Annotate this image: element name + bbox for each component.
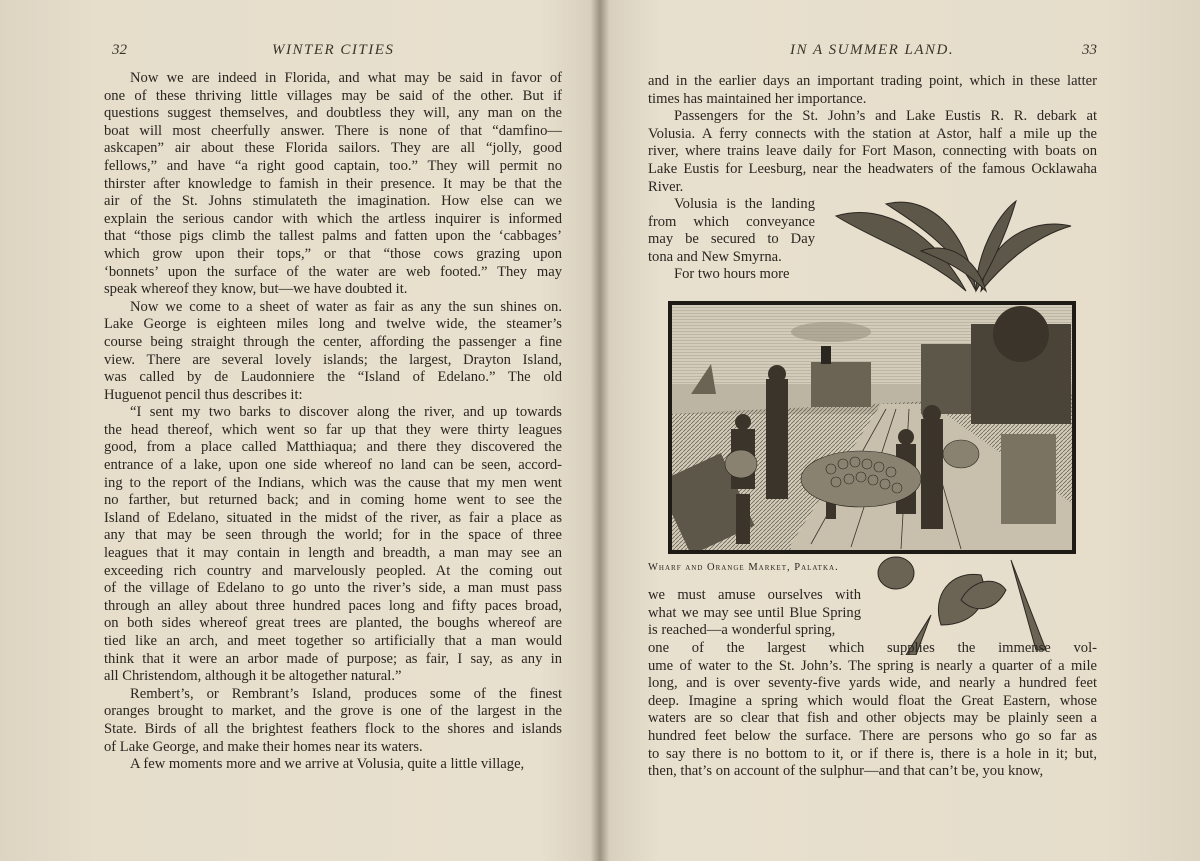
page-number-left: 32 xyxy=(112,42,127,58)
text-line: hundred feet below the surface. There are persons who go so far as xyxy=(648,727,1097,744)
text-line: from which conveyance xyxy=(648,213,815,230)
text-line: on both sides whereof great trees are planted, the boughs whereof are xyxy=(104,615,562,632)
text-line: State. Birds of all the brightest feathers flock to the shores and islands xyxy=(104,720,562,737)
text-line: Now we are indeed in Florida, and what may be said in favor of xyxy=(130,70,562,86)
text-line: Passengers for the St. John’s and Lake Eustis R. R. debark at xyxy=(674,108,1097,125)
text-line: then, that’s on account of the sulphur—and that can’t be, you know, xyxy=(648,763,1044,780)
text-line: waters are so clear that fish and other objects may be plainly seen a xyxy=(648,710,1097,727)
text-line: speak whereof they know, but—we have doubted it. xyxy=(104,281,408,298)
text-line: which grow upon their tops,” or that “those cows grazing upon xyxy=(104,245,562,262)
text-line: one of the largest which supplies the immense vol- xyxy=(648,640,1097,656)
right-bottom-text xyxy=(648,640,1097,781)
text-line: Rembert’s, or Rembrant’s Island, produces some of the finest xyxy=(130,685,562,702)
text-line: leagues that it may contain in length and breadth, a man may see an xyxy=(104,545,562,562)
text-line: long, and is over seventy-five yards wide, and nearly a hundred feet xyxy=(648,675,1097,692)
text-line: exceeding rich country and marvelously peopled. At the coming out xyxy=(104,562,562,579)
text-line: good, from a place called Matthiaqua; and there they discovered the xyxy=(104,439,562,456)
text-line: Volusia is the landing xyxy=(674,196,815,212)
text-line: view. There are several lovely islands; the largest, Drayton Island, xyxy=(104,351,562,368)
text-line: of the village of Edelano to go unto the river’s side, a man must pass xyxy=(104,580,562,597)
text-line: river, where trains leave daily for Fort Mason, connecting with boats on xyxy=(648,143,1097,160)
text-line: tona and New Smyrna. xyxy=(648,248,782,265)
text-line: ing to the report of the Indians, which was the cause that my men went xyxy=(104,474,562,491)
text-line: deep. Imagine a spring which would float the Great Eastern, whose xyxy=(648,692,1097,709)
text-line: no farther, but returned back; and in coming home went to see the xyxy=(104,492,562,509)
text-line: ume of water to the St. John’s. The spring is nearly a quarter of a mile xyxy=(648,657,1097,674)
running-head-right: IN A SUMMER LAND. xyxy=(790,42,955,58)
text-line: boat will most cheerfully answer. There is none of that “damfino— xyxy=(104,122,562,139)
wharf-engraving xyxy=(671,304,1073,551)
right-after-text xyxy=(648,587,861,640)
text-line: is reached—a wonderful spring, xyxy=(648,622,836,639)
text-line: that “those pigs climb the tallest palms and fatten upon the ‘cabbages’ xyxy=(104,228,562,245)
text-line: tied like an arch, and meet together so artificially that a man would xyxy=(104,633,562,649)
figure-caption: Wharf and Orange Market, Palatka. xyxy=(648,562,839,573)
right-narrow-text xyxy=(648,196,815,284)
text-line: Lake George is eighteen miles long and twelve wide, the steamer’s xyxy=(104,316,562,333)
text-line: was called by de Laudonniere the “Island of Edelano.” The old xyxy=(104,369,562,386)
left-text-column xyxy=(104,70,562,774)
text-line: Island of Edelano, situated in the midst of the river, as fair a place as xyxy=(104,509,562,526)
running-head-left: WINTER CITIES xyxy=(272,42,395,58)
text-line: Lake Eustis for Leesburg, near the headwaters of the famous Ocklawaha xyxy=(648,160,1097,177)
text-line: ‘bonnets’ upon the surface of the water are web footed.” They may xyxy=(104,263,562,280)
text-line: times has maintained her importance. xyxy=(648,90,867,107)
left-page xyxy=(0,0,599,861)
text-line: through an alley about three hundred paces long and fifty paces broad, xyxy=(104,597,562,614)
text-line: and in the earlier days an important trading point, which in these latter xyxy=(648,73,1097,89)
text-line: Volusia. A ferry connects with the station at Astor, half a mile up the xyxy=(648,125,1097,142)
text-line: to say there is no bottom to it, or if there is, there is a hole in it; but, xyxy=(648,745,1097,762)
text-line: of Lake George, and make their homes near its waters. xyxy=(104,738,423,755)
text-line: one of these thriving little villages may be said of the other. But if xyxy=(104,87,562,104)
text-line: may be secured to Day xyxy=(648,231,815,248)
text-line: askcapen” air about these Florida sailors. They are all “jolly, good xyxy=(104,140,562,157)
text-line: thirster after knowledge to famish in their presence. It may be that the xyxy=(104,175,562,192)
text-line: oranges brought to market, and the grove is one of the largest in the xyxy=(104,703,562,720)
text-line: explain the serious candor with which the artless inquirer is informed xyxy=(104,210,562,227)
right-top-text xyxy=(648,73,1097,196)
text-line: questions suggest themselves, and doubtless they will, any man on the xyxy=(104,105,562,122)
text-line: A few moments more and we arrive at Volusia, quite a little village, xyxy=(130,756,525,773)
text-line: Huguenot pencil thus describes it: xyxy=(104,386,303,403)
text-line: the head thereof, which went so far up that they were thirty leagues xyxy=(104,421,562,438)
text-line: entrance of a lake, upon one side whereof no land can be seen, accord- xyxy=(104,457,562,474)
text-line: air of the St. Johns stimulateth the imagination. How else can we xyxy=(104,193,562,210)
text-line: all Christendom, although it be altogether natural.” xyxy=(104,668,402,685)
text-line: think that it were an arbor made of purpose; as fair, I say, as any in xyxy=(104,650,562,667)
text-line: For two hours more xyxy=(674,266,790,283)
text-line: course being straight through the center, affording the passenger a fine xyxy=(104,333,562,350)
text-line: any that may be seen through the world; for in the space of three xyxy=(104,527,562,544)
text-line: what we may see until Blue Spring xyxy=(648,604,861,621)
banana-leaves-illustration xyxy=(826,196,1076,301)
text-line: we must amuse ourselves with xyxy=(648,587,861,603)
right-page xyxy=(601,0,1200,861)
text-line: River. xyxy=(648,178,684,195)
engraving-frame xyxy=(668,301,1076,554)
text-line: fellows,” and have “a right good captain, too.” They will permit no xyxy=(104,157,562,174)
page-number-right: 33 xyxy=(1082,42,1097,58)
text-line: Now we come to a sheet of water as fair as any the sun shines on. xyxy=(130,298,562,315)
text-line: “I sent my two barks to discover along the river, and up towards xyxy=(130,404,562,421)
